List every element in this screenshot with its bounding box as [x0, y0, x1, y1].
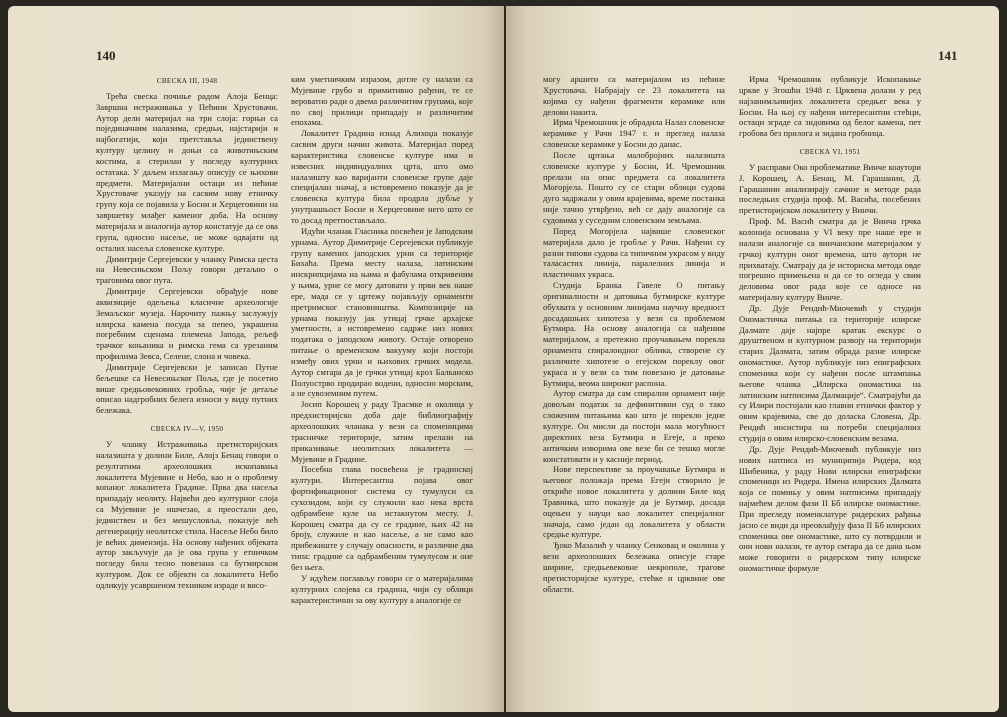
paragraph: Трећа свеска почиње радом Алоја Бенца: Завршна истраживања у Пећини Хрустовачи. Аутор дели материјал на три слоја: горњи са појединачним налазима, средњи, најстарији и најбогатији, који претставља јединствену културу целину и доњи са животињским костима, а стерилан у погледу културних остатака. У даљем излагању описују се њихови предмети. Материјални остаци из пећине Хрустовачe указују на сасвим нову етничку групу која се појавила у Босни и Херцеговини на завршетку млађег каменог доба. На основу материјала и аналогија аутор констатује да се ова група, односно насеље, не може одвајати од осталих насеља словенске културе.	[96, 90, 278, 253]
paragraph: Локалитет Градина изнад Алихоџа показује сасвим други начин живота. Материјал поред карактеристика словенске културе има и извесних индивидуалних црта, што омо налазишту као варијанти словенске групе даје специјалан значај, а истовремено показује да је словенска култура била продрла дубље у унутрашњост Босне и Херцеговине него што се то досад претпостављало.	[291, 128, 473, 225]
paragraph: Проф. М. Васић сматра да је Винча грчка колонија основана у VI веку пре наше ере и налази аналогиje са винчанским материјалом у грчкој култури оног времена, што аутори не прихватају. Сматрају да је историска метода овде погрешно примењена и да се то огледа у свим деловима овог рада које се односе на материјалну културу Винче.	[739, 216, 921, 303]
paragraph: После цртања малобројних налазишта словенске културе у Босни, И. Чремошник прелази на опис предмета са локалитета Могорјела. Пошто су се стари облици судова дуго задржали у овим крајевима, време постанка није тачно утврђено, већ се дају аналогије са судовима у суседним словенским земљама.	[543, 149, 725, 225]
paragraph: Др. Дује Рендић-Миочевић у студији Ономастичка питања са територије илирске Далмате даје најпре кратак екскурс о друштвеном и културном развоју на територији старих Далмата, затим обрада разне илирске ономастике. Аутор публикује низ епиграфских споменика који су нађени после штампања његове чланка „Илирска ономастика на латинским натписима Далмације“. Сматрајући да су Илири постојали као главни етнички фактор у овим крајевима, све до доласка Словена, Др. Рендић инсистира на потреби специјалних студија о овим илирско-словенским везама.	[739, 302, 921, 443]
page-number: 141	[938, 48, 958, 63]
spacer	[739, 139, 921, 145]
paragraph: Поред Могорјела највише словенског материјала дало је гробље у Рачи. Нађени су разни типови судова са типичним украсом у виду таласастих линија, паралелних линија и пластичних украса.	[543, 225, 725, 280]
paragraph: У чланку Истраживања претисторијских налазишта у долини Биле, Алојз Бенац говори о резултатима археолошких ископавања локалитета Мујевине и Небо, као и о проблему копаног локалитета Градине. Прва два насеља припадају неолиту. Највећи део културног слоја са Мујевине је ишчезао, а преостали део, јединствен и без мешусловља, показује већ дегенерацију неолитске стила. Насеље Небо било је већих димензија. На основу нађених објеката аутор закључује да је ова група у етничком погледу била тесно повезана са бутмирском културом. Док се објекти са локалитета Небо одликују усавршеном техником израде и висо-	[96, 439, 278, 590]
paragraph: Др. Дује Рендић-Миочевић публикује низ нових натписа из муниципија Ридера, код Шибеника, у раду Нови илирски епиграфски споменици из Ридера. Имена илирских Далмата која се помињу у овим натписима припадају најмећем делом фази II Бб илирске ономастике. При прегледу номенклатуре ридерских рађања јасно се види да преовлађују фаза II Бб илирских споменика ове ономастике, што су потврдили и они нови налази, те аутор смтара да се дана њом може говорити о ридерском типу илирске ономастичке формуле	[739, 443, 921, 574]
left-page	[8, 6, 504, 712]
paragraph: У идућем поглављу говори се о материјалима културних слојева са градина, чији су облици карактеристични за ову културу а аналогије се	[291, 572, 473, 605]
paragraph: Посебна глава посвећена је градинској култури. Интересантна појава овог фортификационог система су тумулуси са сухозидом, који су служили као нека врста одбрамбене куле на истакнутом месту. Ј. Корошец сматра да су се градине, њих 42 на броју, служиле и као насеље, а не само као прибежиште у случају опасности, и различне два типа: градине са одбрамбеним тумулусом и оне без њега.	[291, 464, 473, 572]
text-column-1	[96, 74, 278, 591]
spacer	[96, 416, 278, 422]
paragraph: Ђоко Мазалић у чланку Сенковац и околина у вези археолошких бележака описује старе ширине, средњевековне некрополе, трагове претисторијске културе, стећке и црквине ове области.	[543, 540, 725, 594]
issue-heading: СВЕСКА IV—V, 1950	[150, 425, 224, 434]
issue-heading: СВЕСКА III, 1948	[156, 77, 218, 85]
paragraph: Ирма Чремошник је обрадила Налаз словенске керамике у Рачи 1947 г. и преглед налаза словенске керамике у Босни до данас.	[543, 117, 725, 150]
paragraph: ким уметничким изразом, дотле су налази са Мујевине грубо и примитивно рађени, те се вероватно ради о двема различитим групама, које по свој прилици припадају и различитим епохама.	[291, 74, 473, 128]
paragraph: Димитрије Сергејевски у чланку Римска цеста на Невесињском Пољу говори детаљно о траговима овог пута.	[96, 253, 278, 286]
paragraph: У расправи Око проблематике Винче коаутори Ј. Корошец, А. Бенац, М. Гарашанин, Д. Гарашанин анализирају сачине и методе рада последњих студија проф. М. Васића, посебених претисторијском локалитету у Винчи.	[739, 161, 921, 216]
right-page	[506, 6, 999, 712]
paragraph: Аутор сматра да сам спирални орнамент није довољан податак за дефинитивни суд о тако сложеним питањима као што је порекло једне културе. Он мисли да постоји мала могућност директних веза Бутмира и Егеје, а преко античким изворима ове везе би се тешко могле констатовати и у касније период.	[543, 388, 725, 464]
issue-heading: СВЕСКА VI, 1951	[799, 148, 861, 157]
paragraph: могу аршити са материјалом из пећине Хрустовача. Набрајају се 23 локалитета на којима су нађени фрагменти керамике или делови накита.	[543, 74, 725, 117]
paragraph: Студија Бранка Гавеле О питању оригиналности и датовања бутмирске културе обухвата у основним линијама научну вредност досадашњих хипотеза у вези са проблемом Бутмира. На основу аналогија са нађеним материјалом, а претежно проучавањем порекла орнамента спиралоидног облика, створене су различите хипотезе о егејском пореклу овог украса и у вези са тим повезано је датовање Бутмира, веома широког распона.	[543, 280, 725, 388]
paragraph: Нове перспективе за проучавање Бутмира и његовог положаја према Егеји створило је откриће новое локалитета у долини Биле код Травника, што показује да је Бутмир, досада оцењен у науци као локалитет специјалног значаја, само један од локалитета у области средње културе.	[543, 464, 725, 540]
text-column-2	[291, 74, 473, 605]
paragraph: Димитрије Сергејевски обрађује нове аквизиције одељења класичне археологије Земаљског музеја. Нарочиту пажњу заслужују илирска камена посуда за пепео, украшена погребним сценама племена Јапода, рељеф трачког коњаника и римска гема са урезаним профилима Зевса, Селене, слона и човека.	[96, 286, 278, 362]
paragraph: Димитрије Сергејевски је записао Путне бељешке са Невесињског Поља, где је посетио више средњовековних гробља, чије је детаље описао надгробних белега износи у виду путних бележака.	[96, 361, 278, 416]
text-column-2	[739, 74, 921, 574]
page-number: 140	[96, 48, 116, 63]
paragraph: Јосип Корошец у раду Трасмке и околица у предхисторијско доба даје библиографију археолошких чланака у вези са споменицима трасничке територије, затим прелази на приказивање неолитских локалитета — Мујевине и Градине.	[291, 399, 473, 464]
paragraph: Ирма Чремошник публикује Ископавање цркве у Згошћи 1948 г. Црквена долази у ред најзанимљивијих локалитета средњег века у Босни. На њој су нађени интересантни стећци, остаци зграде са зидовима од белог камена, пет гробова без прилога и зидана гробница.	[739, 74, 921, 139]
paragraph: Идући чланак Гласника посвећен је Јаподским урнама. Аутор Димитрије Сергејевски публикује групу камених јаподских урни са територије Бихаћа. Према месту налаза, латинским инскрипцијама на њима и фабулама откривеним у њима, урне се могу датовати у први век наше ере, мада се у цртежу појављују орнаменти претримског становништва. Композиције на урнама показују јак утицај грчке архајске уметности, а истовремено садрже низ нових података о јаподском животу. Остаје отворено питање о временском вакууму који постоји између ових урни и њихових грчких модела. Аутор смтара да је грчки утицај кроз Балканско Полуострво продирао водени, односно морским, а не сувоземним путем.	[291, 225, 473, 399]
text-column-1	[543, 74, 725, 595]
